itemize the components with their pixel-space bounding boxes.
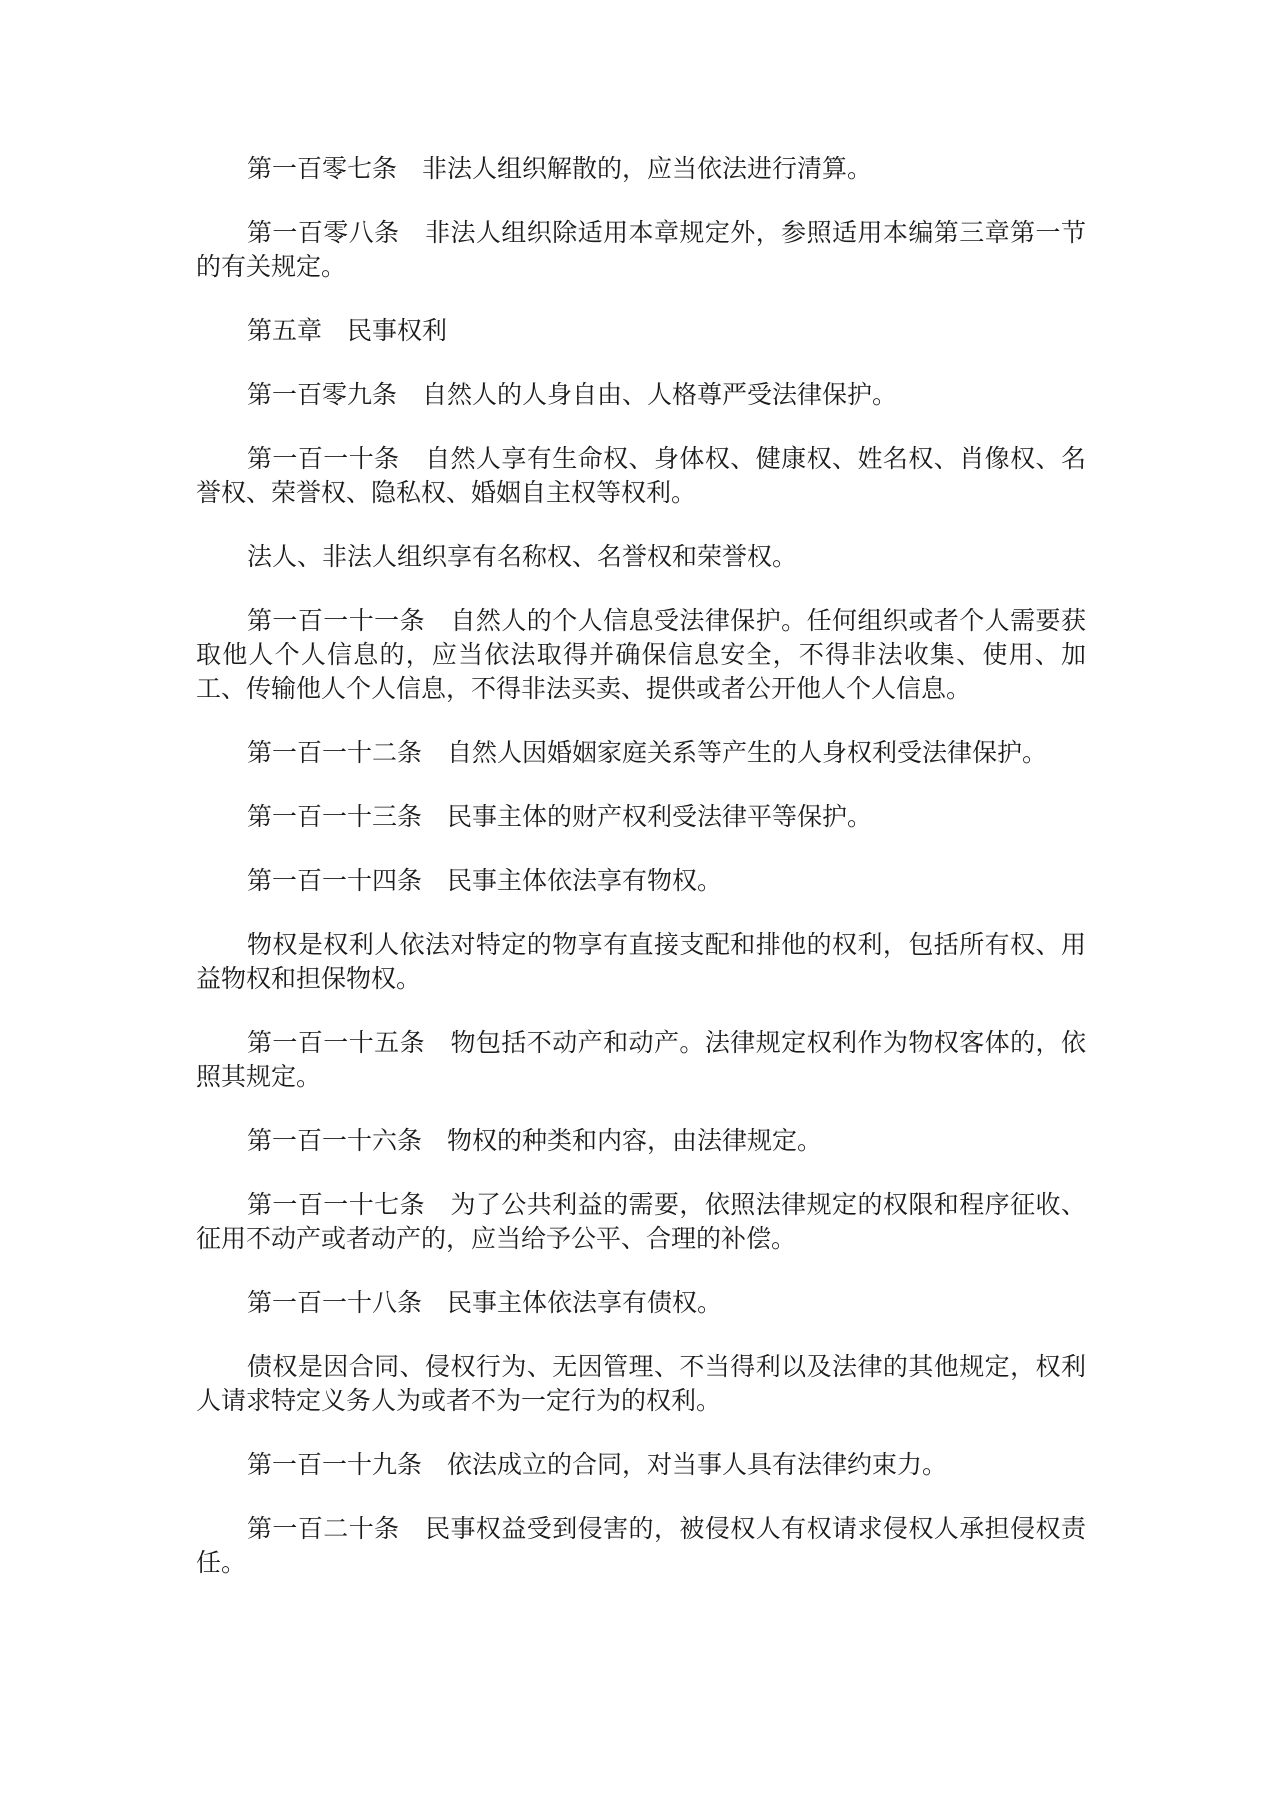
article-text: 民事主体的财产权利受法律平等保护。 xyxy=(447,802,873,831)
article-text: 民事权益受到侵害的，被侵权人有权请求侵权人承担侵权责任。 xyxy=(196,1514,1086,1577)
chapter-heading xyxy=(196,314,1086,348)
article-number: 第一百一十六条 xyxy=(247,1126,423,1155)
paragraph-article-116 xyxy=(196,1124,1086,1158)
paragraph-article-110-clause-2 xyxy=(196,540,1086,574)
article-number: 第一百一十九条 xyxy=(247,1450,423,1479)
article-number: 第一百一十条 xyxy=(247,444,400,473)
paragraph-article-115 xyxy=(196,1026,1086,1094)
article-number: 第一百一十五条 xyxy=(247,1028,426,1057)
article-number: 第一百零八条 xyxy=(247,218,400,247)
article-text: 为了公共利益的需要，依照法律规定的权限和程序征收、征用不动产或者动产的，应当给予公平、合理的补偿。 xyxy=(196,1190,1086,1253)
paragraph-article-118 xyxy=(196,1286,1086,1320)
chapter-title: 民事权利 xyxy=(347,316,448,345)
article-text: 依法成立的合同，对当事人具有法律约束力。 xyxy=(447,1450,948,1479)
paragraph-article-119 xyxy=(196,1448,1086,1482)
article-text: 自然人因婚姻家庭关系等产生的人身权利受法律保护。 xyxy=(447,738,1048,767)
paragraph-article-109 xyxy=(196,378,1086,412)
paragraph-article-117 xyxy=(196,1188,1086,1256)
article-text: 物权的种类和内容，由法律规定。 xyxy=(447,1126,823,1155)
paragraph-article-113 xyxy=(196,800,1086,834)
paragraph-article-108 xyxy=(196,216,1086,284)
article-number: 第一百一十三条 xyxy=(247,802,423,831)
paragraph-article-107 xyxy=(196,152,1086,186)
paragraph-article-110 xyxy=(196,442,1086,510)
article-text: 债权是因合同、侵权行为、无因管理、不当得利以及法律的其他规定，权利人请求特定义务人为或者不为一定行为的权利。 xyxy=(196,1352,1086,1415)
article-text: 物权是权利人依法对特定的物享有直接支配和排他的权利，包括所有权、用益物权和担保物权。 xyxy=(196,930,1086,993)
chapter-number: 第五章 xyxy=(247,316,323,345)
paragraph-article-111 xyxy=(196,604,1086,706)
article-text: 非法人组织除适用本章规定外，参照适用本编第三章第一节的有关规定。 xyxy=(196,218,1086,281)
article-number: 第一百一十四条 xyxy=(247,866,423,895)
article-number: 第一百一十七条 xyxy=(247,1190,426,1219)
article-number: 第一百零七条 xyxy=(247,154,398,183)
article-text: 自然人的个人信息受法律保护。任何组织或者个人需要获取他人个人信息的，应当依法取得并确保信息安全，不得非法收集、使用、加工、传输他人个人信息，不得非法买卖、提供或者公开他人个人信息。 xyxy=(196,606,1086,703)
article-number: 第一百零九条 xyxy=(247,380,398,409)
article-text: 非法人组织解散的，应当依法进行清算。 xyxy=(422,154,873,183)
article-number: 第一百一十一条 xyxy=(247,606,426,635)
paragraph-article-114-clause-2 xyxy=(196,928,1086,996)
article-text: 物包括不动产和动产。法律规定权利作为物权客体的，依照其规定。 xyxy=(196,1028,1086,1091)
article-number: 第一百一十二条 xyxy=(247,738,423,767)
paragraph-article-118-clause-2 xyxy=(196,1350,1086,1418)
document-body xyxy=(196,152,1086,1610)
paragraph-article-112 xyxy=(196,736,1086,770)
article-text: 民事主体依法享有物权。 xyxy=(447,866,723,895)
article-number: 第一百二十条 xyxy=(247,1514,400,1543)
paragraph-article-120 xyxy=(196,1512,1086,1580)
article-text: 自然人的人身自由、人格尊严受法律保护。 xyxy=(422,380,898,409)
article-text: 自然人享有生命权、身体权、健康权、姓名权、肖像权、名誉权、荣誉权、隐私权、婚姻自主权等权利。 xyxy=(196,444,1086,507)
paragraph-article-114 xyxy=(196,864,1086,898)
article-text: 法人、非法人组织享有名称权、名誉权和荣誉权。 xyxy=(247,542,798,571)
article-text: 民事主体依法享有债权。 xyxy=(447,1288,723,1317)
article-number: 第一百一十八条 xyxy=(247,1288,423,1317)
